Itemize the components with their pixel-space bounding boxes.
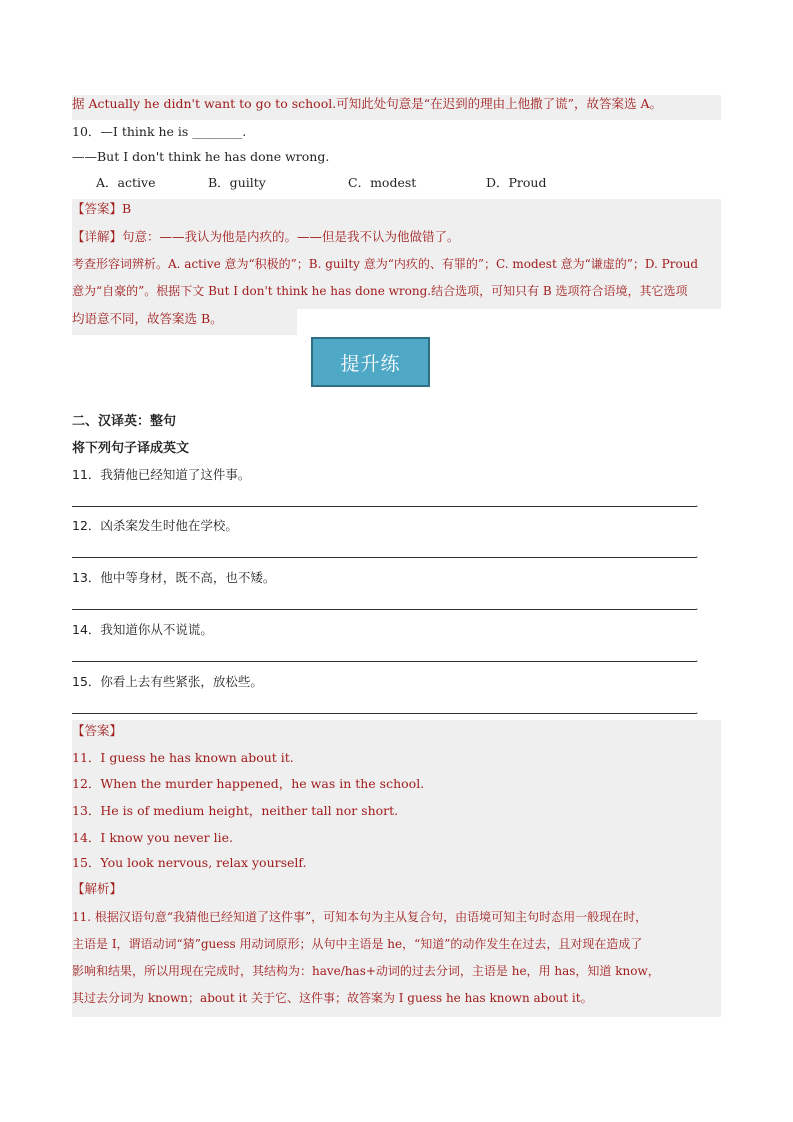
question-12: 12．凶杀案发生时他在学校。: [72, 518, 238, 533]
answer-14: 14．I know you never lie.: [72, 830, 233, 845]
analysis-label: 【解析】: [72, 881, 123, 896]
answer-15: 15．You look nervous, relax yourself.: [72, 855, 307, 870]
period-14: .: [695, 652, 699, 665]
q10-detail-3: 意为“自豪的”。根据下文 But I don't think he has done wrong.结合选项，可知只有 B 选项符合语境，其它选项: [72, 284, 688, 298]
answer-13: 13．He is of medium height，neither tall nor short.: [72, 803, 399, 818]
question-14: 14．我知道你从不说谎。: [72, 622, 213, 637]
answer-line-14[interactable]: [72, 661, 696, 662]
question-13: 13．他中等身材，既不高，也不矮。: [72, 570, 276, 585]
analysis-line-3: 影响和结果，所以用现在完成时，其结构为：have/has+动词的过去分词，主语是 he，用 has，知道 know，: [72, 964, 660, 978]
q10-option-c: C．modest: [348, 175, 417, 190]
q10-option-d: D．Proud: [486, 175, 547, 190]
answer-12: 12．When the murder happened，he was in the school.: [72, 776, 425, 791]
q10-reply: ——But I don't think he has done wrong.: [72, 149, 330, 164]
answer-value: B: [122, 201, 132, 216]
top-explanation: 据 Actually he didn't want to go to school.可知此处句意是“在迟到的理由上他撒了谎”，故答案选 A。: [72, 96, 662, 111]
answer-line-11[interactable]: [72, 506, 696, 507]
period-15: .: [695, 704, 699, 717]
answer-line-13[interactable]: [72, 609, 696, 610]
q10-answer: [72, 200, 131, 218]
answer-line-12[interactable]: [72, 557, 696, 558]
answer-line-15[interactable]: [72, 713, 696, 714]
answer-11: 11．I guess he has known about it.: [72, 750, 294, 765]
detail-label: 【详解】: [72, 229, 123, 244]
q10-detail-2: 考查形容词辨析。A. active 意为“积极的”；B. guilty 意为“内疚的、有罪的”；C. modest 意为“谦虚的”；D. Proud: [72, 257, 699, 271]
q10-option-b: B．guilty: [208, 175, 266, 190]
q10-stem: 10．—I think he is ________.: [72, 124, 247, 139]
q10-detail-1: [72, 228, 460, 246]
section-title: 二、汉译英：整句: [72, 414, 177, 429]
question-11: 11．我猜他已经知道了这件事。: [72, 467, 251, 482]
period-12: .: [695, 548, 699, 561]
answers-label: 【答案】: [72, 723, 123, 738]
analysis-line-4: 其过去分词为 known；about it 关于它、这件事；故答案为 I guess he has known about it。: [72, 991, 593, 1005]
period-13: .: [695, 600, 699, 613]
detail-text: 句意：——我认为他是内疚的。——但是我不认为他做错了。: [122, 229, 460, 244]
answer-label: 【答案】: [72, 201, 123, 216]
practice-badge: 提升练: [311, 337, 430, 387]
analysis-line-1: 11. 根据汉语句意“我猜他已经知道了这件事”，可知本句为主从复合句，由语境可知主句时态用一般现在时，: [72, 910, 648, 924]
q10-option-a: A．active: [96, 175, 156, 190]
analysis-line-2: 主语是 I，谓语动词“猜”guess 用动词原形；从句中主语是 he，“知道”的动作发生在过去，且对现在造成了: [72, 937, 643, 951]
period-11: .: [695, 497, 699, 510]
section-instruction: 将下列句子译成英文: [72, 441, 190, 456]
question-15: 15．你看上去有些紧张，放松些。: [72, 674, 263, 689]
q10-detail-4: 均语意不同，故答案选 B。: [72, 311, 223, 326]
